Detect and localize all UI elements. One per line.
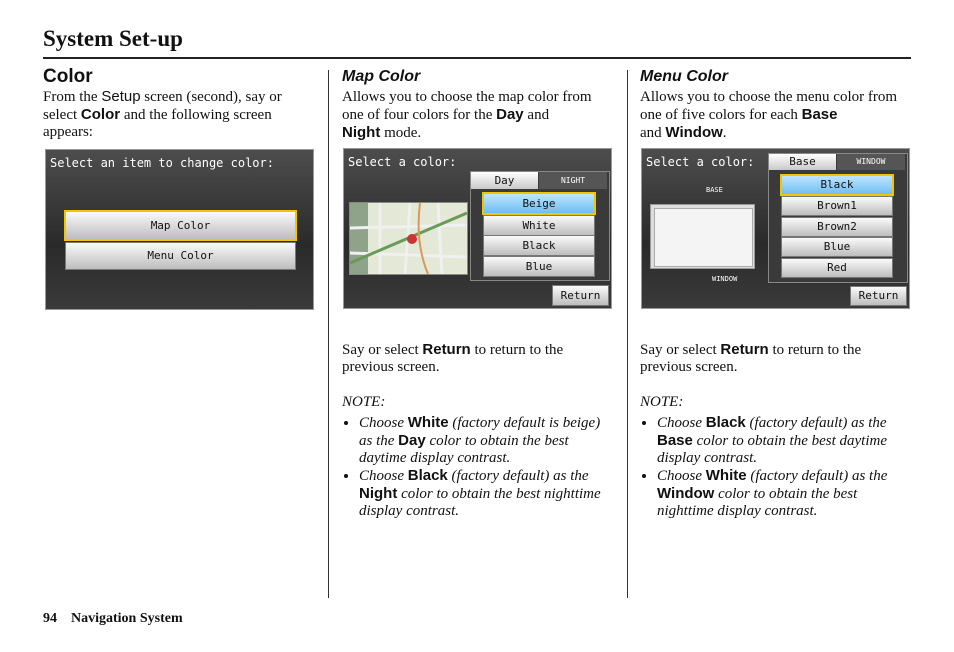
list-item: • Choose White (factory default) as the Window color to obtain the best nighttime display contrast. [657,467,912,520]
footer-label: Navigation System [71,611,183,626]
section-heading-color: Color [43,66,93,87]
note-label: NOTE: [640,394,684,410]
tab-base[interactable]: Base [769,154,836,170]
section-heading-menu-color: Menu Color [640,68,728,85]
tab-day[interactable]: Day [471,172,538,189]
screen-title: Select a color: [646,155,755,169]
map-color-screen [343,148,612,309]
color-option-red[interactable]: Red [781,258,893,278]
color-option-black[interactable]: Black [780,174,894,196]
map-preview [349,202,468,275]
color-option-blue[interactable]: Blue [483,256,595,277]
tab-night[interactable]: NIGHT [539,172,607,189]
color-option-blue[interactable]: Blue [781,237,893,257]
map-thumbnail-icon [350,203,467,274]
map-color-return-text: Say or select Return to return to the previous screen. [342,341,564,375]
section-heading-map-color: Map Color [342,68,421,85]
menu-color-intro: Allows you to choose the menu color from one of five colors for each Base and Window. [640,89,898,141]
header-rule [43,57,911,59]
menu-color-return-text: Say or select Return to return to the previous screen. [640,341,862,375]
map-color-notes [342,414,614,520]
menu-color-screen [641,148,910,309]
color-option-beige[interactable]: Beige [482,192,596,215]
preview-window [654,208,753,267]
page-number: 94 [43,611,57,626]
screen-title: Select an item to change color: [50,156,274,170]
color-option-brown2[interactable]: Brown2 [781,217,893,237]
column-divider-1 [328,70,329,598]
return-button[interactable]: Return [850,286,907,306]
screen-title: Select a color: [348,155,457,169]
menu-color-button[interactable]: Menu Color [65,242,296,270]
map-color-button[interactable]: Map Color [64,210,297,241]
menu-preview [650,204,755,269]
preview-window-label: WINDOW [712,275,738,283]
color-option-black[interactable]: Black [483,235,595,256]
column-divider-2 [627,70,628,598]
preview-base-label: BASE [706,186,723,194]
note-label: NOTE: [342,394,386,410]
list-item: • Choose Black (factory default) as the Base color to obtain the best daytime display contrast. [657,414,912,467]
list-item: • Choose White (factory default is beige) as the Day color to obtain the best daytime display contrast. [359,414,614,467]
footer [43,611,197,627]
tab-window[interactable]: WINDOW [837,154,905,170]
page-title: System Set-up [43,26,183,51]
color-intro: From the Setup screen (second), say or select Color and the following screen appears: [43,88,282,140]
color-option-brown1[interactable]: Brown1 [781,196,893,216]
map-color-intro: Allows you to choose the map color from one of four colors for the Day and Night mode. [342,89,592,141]
return-button[interactable]: Return [552,285,609,306]
list-item: • Choose Black (factory default) as the Night color to obtain the best nighttime display contrast. [359,467,614,520]
color-screen [45,149,314,310]
column-color [43,66,315,141]
menu-color-notes [640,414,912,520]
color-option-white[interactable]: White [483,215,595,236]
